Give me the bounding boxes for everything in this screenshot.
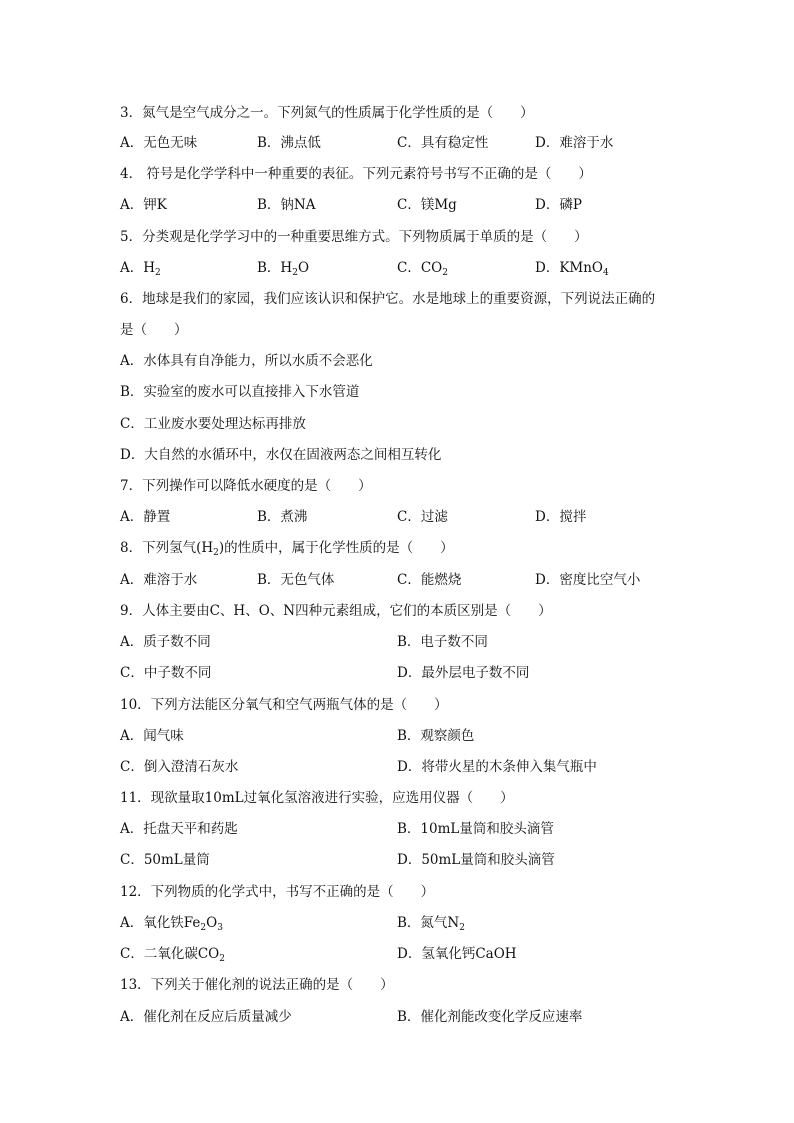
option-c: C．镁Mg	[397, 197, 457, 213]
subscript: 3	[217, 923, 223, 933]
question-10-options-row1	[120, 726, 740, 746]
question-3-stem: 3．氮气是空气成分之一。下列氮气的性质属于化学性质的是（ ）	[120, 105, 534, 121]
question-8-stem-tail: )的性质中，属于化学性质的是（ ）	[218, 540, 454, 556]
option-b: B．催化剂能改变化学反应速率	[397, 1009, 583, 1025]
question-13-options-row1	[120, 1007, 740, 1027]
option-c: C．中子数不同	[120, 665, 212, 681]
option-b-text-tail: O	[297, 260, 310, 276]
option-b	[257, 258, 309, 278]
option-c: C．50mL量筒	[120, 852, 210, 868]
option-b: B．观察颜色	[397, 728, 475, 744]
option-c-text: C．二氧化碳CO	[120, 946, 220, 962]
option-b: B．钠NA	[257, 197, 316, 213]
question-5-stem: 5．分类观是化学学习中的一种重要思维方式。下列物质属于单质的是（ ）	[120, 229, 588, 245]
option-a: A．托盘天平和药匙	[120, 821, 238, 837]
subscript: 4	[603, 268, 609, 278]
subscript: 2	[459, 923, 465, 933]
question-8-options	[120, 570, 740, 590]
question-9-options-row2	[120, 663, 740, 683]
option-a	[120, 258, 161, 278]
option-c	[397, 258, 448, 278]
option-d: D．50mL量筒和胶头滴管	[397, 852, 555, 868]
subscript: 2	[442, 268, 448, 278]
question-12-stem: 12．下列物质的化学式中，书写不正确的是（ ）	[120, 884, 435, 900]
option-c: C．具有稳定性	[397, 135, 489, 151]
option-b	[397, 913, 465, 933]
option-c-text: C．CO	[397, 260, 443, 276]
subscript: 2	[200, 923, 207, 933]
option-d: D．最外层电子数不同	[397, 665, 530, 681]
option-a: A．静置	[120, 509, 171, 525]
option-b: B．电子数不同	[397, 634, 488, 650]
question-4-options	[120, 195, 740, 215]
option-a-text: A．氧化铁Fe	[120, 915, 201, 931]
option-c: C．能燃烧	[397, 572, 462, 588]
option-d: D．密度比空气小	[535, 572, 641, 588]
question-12-options-row2	[120, 944, 740, 964]
question-9-stem: 9．人体主要由C、H、O、N四种元素组成，它们的本质区别是（ ）	[120, 603, 552, 619]
question-6-option-a: A．水体具有自净能力，所以水质不会恶化	[120, 353, 373, 369]
question-6-stem-cont: 是（ ）	[120, 322, 188, 338]
option-d-text: D．KMnO	[535, 260, 603, 276]
option-a: A．闻气味	[120, 728, 184, 744]
question-10-stem: 10．下列方法能区分氧气和空气两瓶气体的是（ ）	[120, 697, 448, 713]
subscript: 2	[155, 268, 161, 278]
question-10-options-row2	[120, 757, 740, 777]
question-12-options-row1	[120, 913, 740, 933]
question-6-option-d: D．大自然的水循环中，水仅在固液两态之间相互转化	[120, 447, 442, 463]
option-d: D．搅拌	[535, 509, 587, 525]
option-b-text: B．氮气N	[397, 915, 460, 931]
question-11-stem: 11．现欲量取10mL过氧化氢溶液进行实验，应选用仪器（ ）	[120, 790, 514, 806]
question-9-options-row1	[120, 632, 740, 652]
subscript: 2	[292, 268, 298, 278]
question-6-stem: 6．地球是我们的家园，我们应该认识和保护它。水是地球上的重要资源，下列说法正确的	[120, 291, 656, 307]
option-c	[120, 944, 225, 964]
option-c: C．倒入澄清石灰水	[120, 759, 239, 775]
option-c: C．过滤	[397, 509, 448, 525]
option-d: D．磷P	[535, 197, 582, 213]
question-7-options	[120, 507, 740, 527]
option-d: D．氢氧化钙CaOH	[397, 946, 517, 962]
option-a	[120, 913, 223, 933]
option-d: D．难溶于水	[535, 135, 614, 151]
option-a-text: A．H	[120, 260, 156, 276]
option-a: A．质子数不同	[120, 634, 211, 650]
question-6-option-c: C．工业废水要处理达标再排放	[120, 416, 306, 432]
question-13-stem: 13．下列关于催化剂的说法正确的是（ ）	[120, 977, 394, 993]
question-4-stem: 4． 符号是化学学科中一种重要的表征。下列元素符号书写不正确的是（ ）	[120, 166, 592, 182]
subscript: 2	[213, 548, 219, 558]
option-b-text: B．H	[257, 260, 293, 276]
option-b: B．无色气体	[257, 572, 335, 588]
option-a: A．催化剂在反应后质量减少	[120, 1009, 292, 1025]
question-6-option-b: B．实验室的废水可以直接排入下水管道	[120, 384, 360, 400]
question-5-options	[120, 258, 740, 278]
question-7-stem: 7．下列操作可以降低水硬度的是（ ）	[120, 478, 372, 494]
question-8-stem	[120, 538, 454, 558]
question-3-options	[120, 133, 740, 153]
option-a: A．难溶于水	[120, 572, 198, 588]
question-11-options-row2	[120, 850, 740, 870]
option-b: B．沸点低	[257, 135, 321, 151]
subscript: 2	[219, 954, 225, 964]
question-8-stem-text: 8．下列氢气(H	[120, 540, 214, 556]
question-11-options-row1	[120, 819, 740, 839]
option-b: B．10mL量筒和胶头滴管	[397, 821, 554, 837]
option-d: D．将带火星的木条伸入集气瓶中	[397, 759, 597, 775]
option-a-text-mid: O	[206, 915, 218, 931]
option-d	[535, 258, 609, 278]
option-a: A．无色无味	[120, 135, 198, 151]
option-b: B．煮沸	[257, 509, 308, 525]
option-a: A．钾K	[120, 197, 167, 213]
